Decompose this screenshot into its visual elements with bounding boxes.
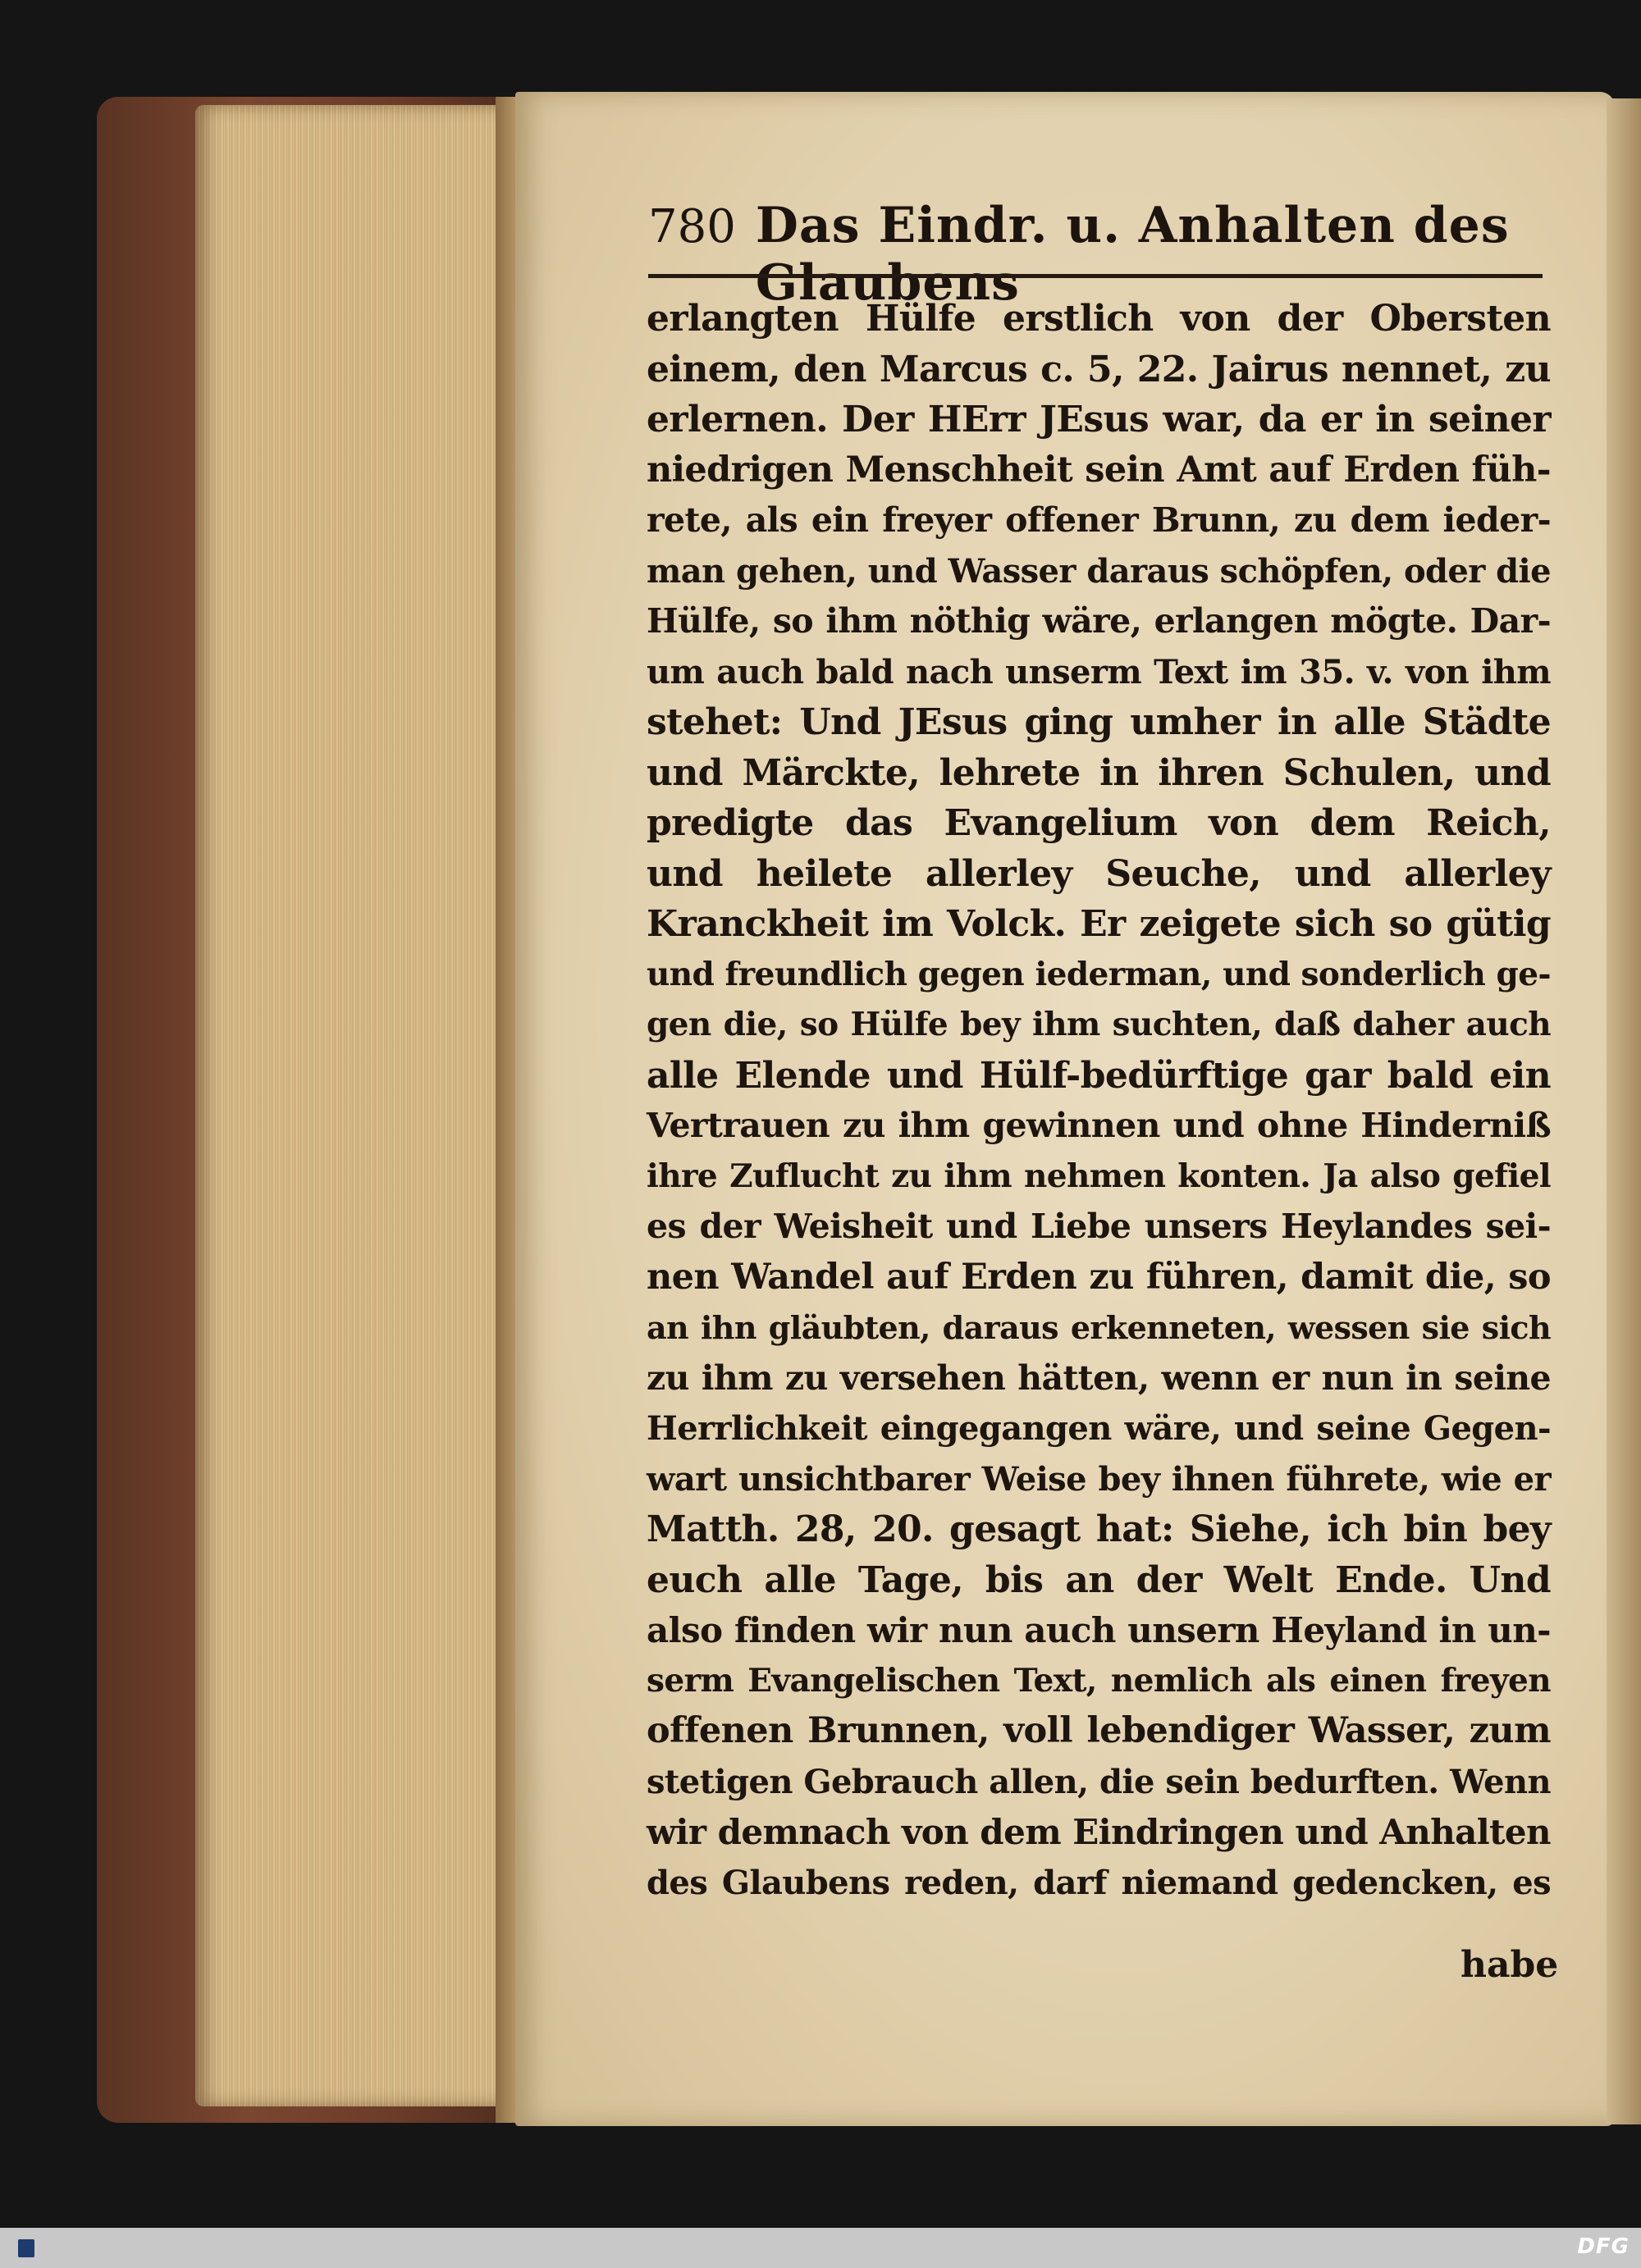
viewer-footer-bar bbox=[0, 2228, 1641, 2268]
text-line: und freundlich gegen iederman, und sonderlich ge- bbox=[647, 955, 1551, 993]
text-line: gen die, so Hülfe bey ihm suchten, daß daher auch bbox=[647, 1006, 1551, 1043]
text-line: einem, den Marcus c. 5, 22. Jairus nennet, zu bbox=[647, 348, 1551, 390]
text-line: serm Evangelischen Text, nemlich als einen freyen bbox=[647, 1661, 1551, 1700]
dfg-logo[interactable]: DFG bbox=[1577, 2234, 1630, 2259]
page-block-edges bbox=[195, 105, 507, 2106]
text-line: nen Wandel auf Erden zu führen, damit die, so bbox=[647, 1256, 1551, 1298]
text-line: Herrlichkeit eingegangen wäre, und seine Gegen- bbox=[647, 1409, 1551, 1448]
text-line: um auch bald nach unserm Text im 35. v. von ihm bbox=[647, 652, 1551, 691]
text-line: zu ihm zu versehen hätten, wenn er nun in seine bbox=[647, 1358, 1551, 1398]
text-line: es der Weisheit und Liebe unsers Heylandes sei- bbox=[647, 1207, 1551, 1246]
text-line: also finden wir nun auch unsern Heyland in un- bbox=[647, 1610, 1551, 1650]
text-line: predigte das Evangelium von dem Reich, bbox=[647, 802, 1551, 844]
text-line: Hülfe, so ihm nöthig wäre, erlangen mögte. Dar- bbox=[647, 601, 1551, 641]
library-emblem-icon bbox=[18, 2239, 34, 2257]
text-line: Matth. 28, 20. gesagt hat: Siehe, ich bin bey bbox=[647, 1508, 1551, 1550]
text-line: Vertrauen zu ihm gewinnen und ohne Hinderniß bbox=[647, 1106, 1551, 1145]
text-line: ihre Zuflucht zu ihm nehmen konten. Ja also gefiel bbox=[647, 1157, 1551, 1195]
library-logo-icon[interactable] bbox=[10, 2233, 43, 2264]
header-rule bbox=[648, 274, 1543, 278]
text-line: alle Elende und Hülf-bedürftige gar bald ein bbox=[647, 1054, 1551, 1097]
running-title: Das Eindr. u. Anhalten des Glaubens bbox=[755, 197, 1510, 312]
text-line: an ihn gläubten, daraus erkenneten, wessen sie sich bbox=[647, 1309, 1551, 1346]
catchword: habe bbox=[1460, 1944, 1559, 1986]
text-line: rete, als ein freyer offener Brunn, zu dem ieder- bbox=[647, 500, 1551, 540]
text-line: wart unsichtbarer Weise bey ihnen führete, wie er bbox=[647, 1459, 1551, 1499]
text-line: euch alle Tage, bis an der Welt Ende. Und bbox=[647, 1558, 1551, 1601]
text-line: stehet: Und JEsus ging umher in alle Städte bbox=[647, 701, 1551, 743]
text-line: des Glaubens reden, darf niemand gedencken, es bbox=[647, 1863, 1551, 1902]
text-line: niedrigen Menschheit sein Amt auf Erden füh- bbox=[647, 449, 1551, 491]
running-head bbox=[648, 197, 1549, 312]
text-line: stetigen Gebrauch allen, die sein bedurften. Wenn bbox=[647, 1762, 1551, 1801]
body-text bbox=[647, 294, 1551, 1908]
next-page-edge bbox=[1607, 98, 1641, 2124]
text-line: und heilete allerley Seuche, und allerley bbox=[647, 852, 1551, 895]
text-line: erlernen. Der HErr JEsus war, da er in seiner bbox=[647, 399, 1551, 440]
text-line: Kranckheit im Volck. Er zeigete sich so gütig bbox=[647, 903, 1551, 945]
text-line: wir demnach von dem Eindringen und Anhalten bbox=[647, 1812, 1551, 1852]
text-line: man gehen, und Wasser daraus schöpfen, oder die bbox=[647, 551, 1551, 591]
page-number: 780 bbox=[648, 200, 736, 253]
text-line: und Märckte, lehrete in ihren Schulen, und bbox=[647, 751, 1551, 794]
text-line: erlangten Hülfe erstlich von der Obersten bbox=[647, 298, 1551, 340]
text-line: offenen Brunnen, voll lebendiger Wasser, zum bbox=[647, 1710, 1551, 1751]
